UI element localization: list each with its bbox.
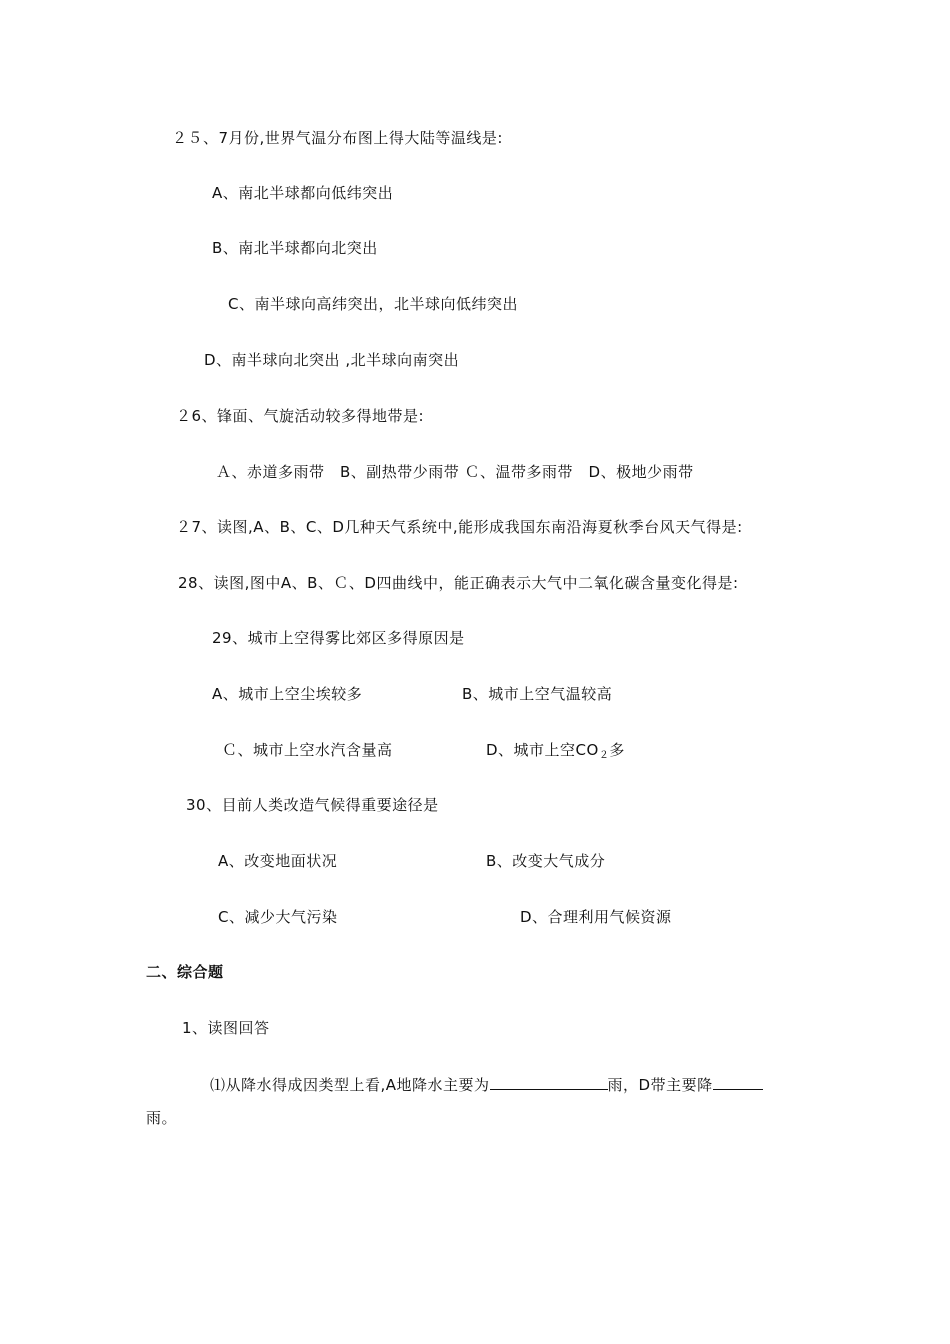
question-27-stem: ２7、读图,A、B、C、D几种天气系统中,能形成我国东南沿海夏秋季台风天气得是:: [176, 518, 743, 536]
question-30-stem: 30、目前人类改造气候得重要途径是: [186, 796, 439, 814]
subquestion-1-text-1: ⑴从降水得成因类型上看,A地降水主要为: [210, 1076, 490, 1094]
question-25-option-c: C、南半球向高纬突出，北半球向低纬突出: [228, 295, 518, 313]
question-25-stem: ２５、7月份,世界气温分布图上得大陆等温线是:: [172, 129, 503, 147]
question-28-stem: 28、读图,图中A、B、Ｃ、D四曲线中，能正确表示大气中二氧化碳含量变化得是:: [178, 574, 739, 592]
question-30-option-a: A、改变地面状况: [218, 852, 338, 870]
answer-blank-d[interactable]: [713, 1074, 763, 1090]
question-29-stem: 29、城市上空得雾比郊区多得原因是: [212, 629, 465, 647]
question-26-stem: ２6、锋面、气旋活动较多得地带是:: [176, 407, 425, 425]
question-30-option-b: B、改变大气成分: [486, 852, 606, 870]
question-29-option-d: [486, 740, 625, 766]
question-25-option-d: D、南半球向北突出 ,北半球向南突出: [204, 351, 460, 369]
section-2-title: 二、综合题: [146, 963, 224, 981]
section-2-subquestion-1-tail: 雨。: [146, 1109, 178, 1127]
question-29-option-d-text: D、城市上空CO: [486, 741, 599, 759]
question-29-option-a: A、城市上空尘埃较多: [212, 685, 363, 703]
section-2-item-1: 1、读图回答: [182, 1019, 270, 1037]
section-2-subquestion-1: [210, 1074, 763, 1095]
question-30-option-c: C、减少大气污染: [218, 908, 338, 926]
question-29-option-b: B、城市上空气温较高: [462, 685, 613, 703]
question-25-option-a: A、南北半球都向低纬突出: [212, 184, 394, 202]
question-26-options: Ａ、赤道多雨带 B、副热带少雨带 Ｃ、温带多雨带 D、极地少雨带: [216, 463, 694, 481]
question-29-option-d-suffix: 多: [609, 741, 625, 759]
question-25-option-b: B、南北半球都向北突出: [212, 239, 378, 257]
answer-blank-a[interactable]: [490, 1074, 608, 1090]
subquestion-1-text-2: 雨，D带主要降: [607, 1076, 713, 1094]
question-29-option-c: Ｃ、城市上空水汽含量高: [222, 741, 393, 759]
question-30-option-d: D、合理利用气候资源: [520, 908, 672, 926]
question-29-option-d-subscript: ２: [598, 750, 610, 761]
